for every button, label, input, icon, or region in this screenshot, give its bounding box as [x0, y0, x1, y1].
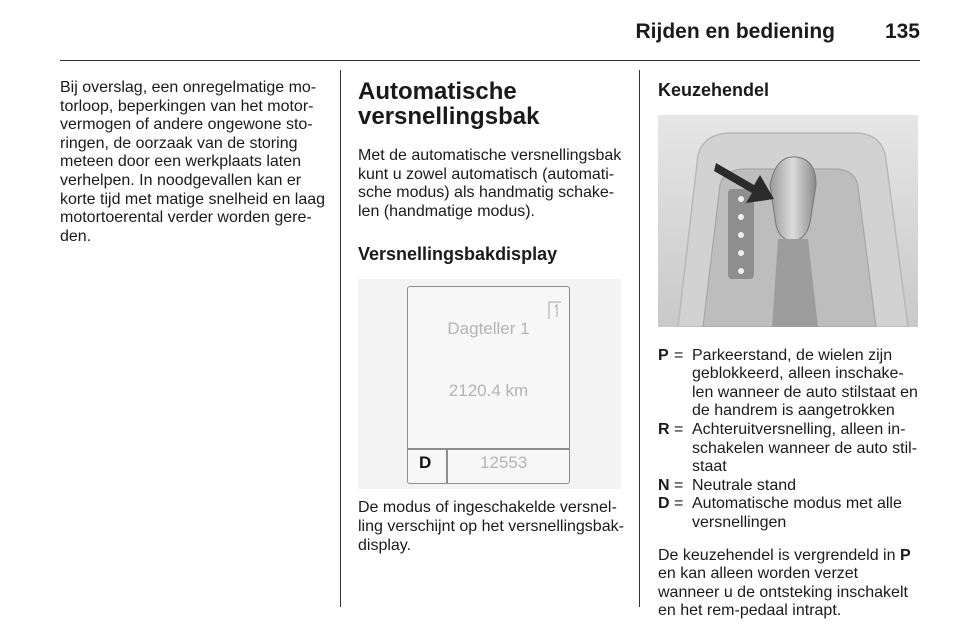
definition-row-d	[658, 495, 920, 532]
display-divider-h	[408, 448, 569, 450]
display-trip-value: 2120.4 km	[448, 381, 529, 401]
definition-separator: =	[674, 346, 684, 364]
gearbox-display-illustration	[358, 279, 621, 489]
lever-lock-text-end: en kan alleen worden verzet wanneer u de ontsteking inschakelt en het rem-pedaal intrapt.	[658, 565, 908, 620]
lever-subheading: Keuzehendel	[658, 80, 770, 100]
definition-row-n	[658, 477, 920, 496]
lever-lock-gear: P	[899, 546, 911, 564]
definition-separator: =	[674, 476, 684, 494]
section-title	[358, 79, 624, 129]
intro-paragraph: Met de automatische versnellingsbak kunt u zowel automatisch (automati-sche modus) als handmatig schake-len (handmatige modus).	[358, 147, 622, 220]
definition-row-p	[658, 347, 920, 421]
column-divider-2	[639, 70, 640, 607]
definition-separator: =	[674, 495, 684, 513]
selector-lever-illustration	[658, 115, 918, 327]
lever-lock-text-start: De keuzehendel is vergrendeld in	[658, 546, 900, 564]
definition-text: Achteruitversnelling, alleen in-schakelen wanneer de auto stil-staat	[692, 420, 918, 476]
column-1	[60, 79, 326, 246]
column-3	[658, 79, 920, 621]
display-caption: De modus of ingeschakelde versnel-ling verschijnt op het versnellingsbak-display.	[358, 499, 624, 554]
definition-key: R	[658, 420, 670, 438]
lever-lock-paragraph	[658, 547, 920, 621]
definition-text: Automatische modus met alle versnellingen	[692, 495, 902, 531]
column-2	[358, 79, 624, 555]
section-title-line-2: versnellingsbak	[358, 103, 540, 130]
display-screen	[407, 286, 570, 484]
lever-definitions	[658, 347, 920, 533]
definition-key: P	[658, 346, 669, 364]
column-divider-1	[340, 70, 341, 607]
definition-text: Neutrale stand	[692, 476, 797, 494]
definition-row-r	[658, 421, 920, 477]
section-title-line-1: Automatische	[358, 78, 517, 105]
warning-paragraph: Bij overslag, een onregelmatige mo-torloop, beperkingen van het motor-vermogen of andere ongewone sto-ringen, de oorzaak van de storing meteen door een werkplaats laten verhelpen. In noodgevallen kan er korte tijd met matige snelheid en laag motortoerental verder worden gere-den.	[60, 79, 326, 245]
page-header-title: Rijden en bediening	[635, 20, 835, 43]
display-gear-indicator: D	[419, 453, 432, 473]
definition-text: Parkeerstand, de wielen zijn geblokkeerd, alleen inschake-len wanneer de auto stilstaat en de handrem is aangetrokken	[692, 346, 918, 420]
definition-separator: =	[674, 420, 684, 438]
display-odometer: 12553	[480, 453, 528, 473]
display-title: Dagteller 1	[447, 319, 530, 339]
display-divider-v	[446, 448, 448, 483]
display-subheading: Versnellingsbakdisplay	[358, 244, 558, 265]
trip-icon	[547, 299, 563, 321]
header-rule	[60, 60, 920, 61]
page-number: 135	[884, 20, 920, 43]
definition-key: N	[658, 476, 670, 494]
definition-key: D	[658, 495, 670, 513]
